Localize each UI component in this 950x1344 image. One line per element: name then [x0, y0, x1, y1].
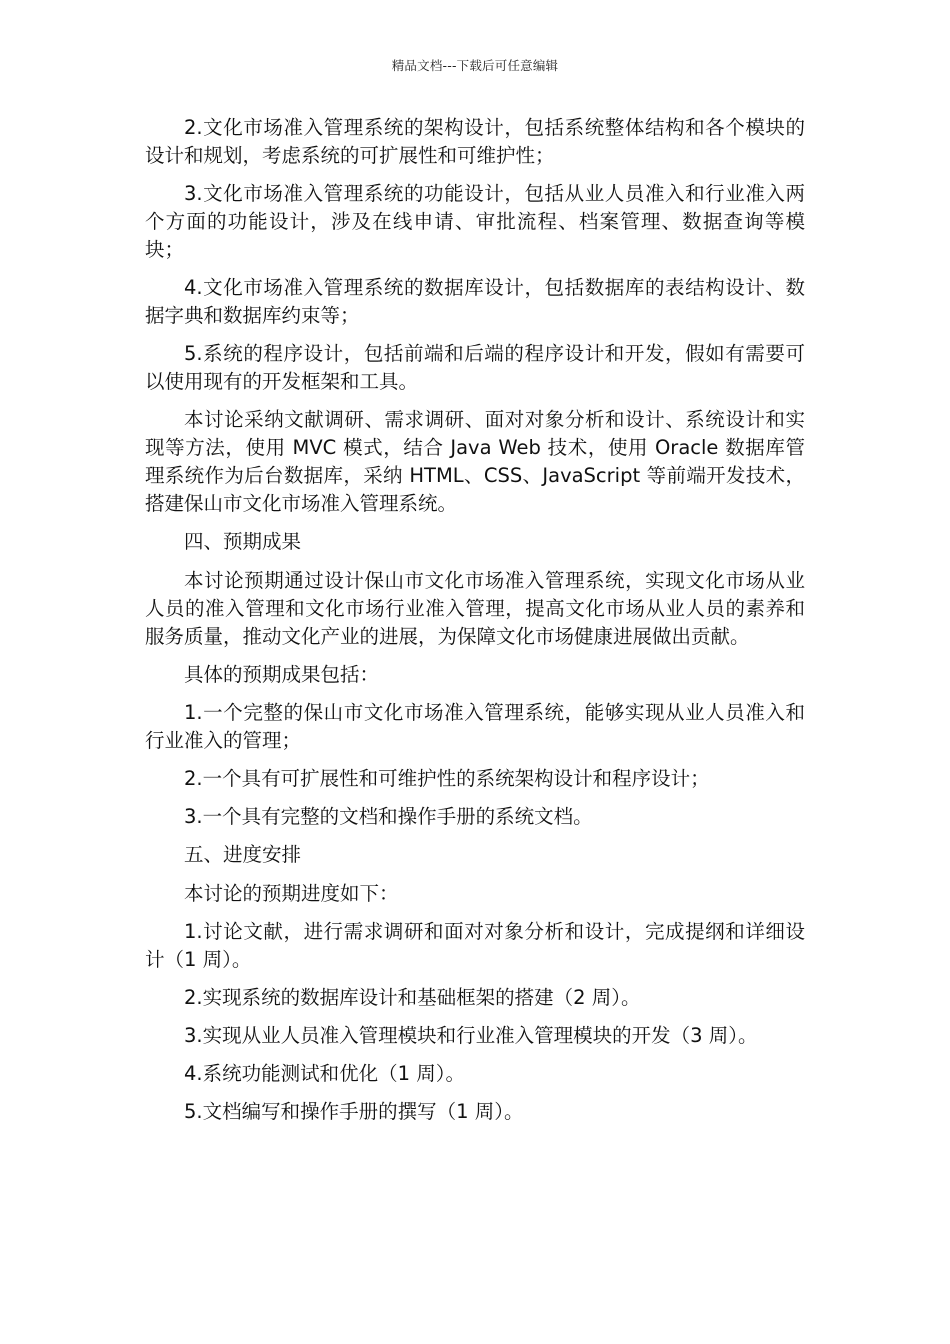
paragraph-schedule-intro: 本讨论的预期进度如下：: [184, 882, 399, 905]
paragraph-architecture-design: 2.文化市场准入管理系统的架构设计，包括系统整体结构和各个模块的设计和规划，考虑系统的可扩展性和可维护性；: [145, 116, 805, 167]
paragraph-program-design: 5.系统的程序设计，包括前端和后端的程序设计和开发，假如有需要可以使用现有的开发框架和工具。: [145, 342, 805, 393]
list-item-schedule-2: 2.实现系统的数据库设计和基础框架的搭建（2 周）。: [184, 986, 641, 1009]
list-item-result-3: 3.一个具有完整的文档和操作手册的系统文档。: [184, 805, 593, 828]
section-heading-expected-results: 四、预期成果: [184, 530, 302, 553]
paragraph-results-intro: 具体的预期成果包括：: [184, 663, 380, 686]
paragraph-function-design: 3.文化市场准入管理系统的功能设计，包括从业人员准入和行业准入两个方面的功能设计，涉及在线申请、审批流程、档案管理、数据查询等模块；: [145, 182, 805, 261]
list-item-schedule-5: 5.文档编写和操作手册的撰写（1 周）。: [184, 1100, 524, 1123]
document-body: [145, 114, 805, 1136]
paragraph-database-design: 4.文化市场准入管理系统的数据库设计，包括数据库的表结构设计、数据字典和数据库约束等；: [145, 276, 805, 327]
page-header: 精品文档---下载后可任意编辑: [391, 58, 559, 73]
list-item-schedule-4: 4.系统功能测试和优化（1 周）。: [184, 1062, 465, 1085]
list-item-result-2: 2.一个具有可扩展性和可维护性的系统架构设计和程序设计；: [184, 767, 710, 790]
paragraph-expected-results: 本讨论预期通过设计保山市文化市场准入管理系统，实现文化市场从业人员的准入管理和文化市场行业准入管理，提高文化市场从业人员的素养和服务质量，推动文化产业的进展，为保障文化市场健康进展做出贡献。: [145, 569, 805, 648]
paragraph-methods: 本讨论采纳文献调研、需求调研、面对对象分析和设计、系统设计和实现等方法，使用 MVC 模式，结合 Java Web 技术，使用 Oracle 数据库管理系统作为后台数据库，采纳 HTML、CSS、JavaScript 等前端开发技术，搭建保山市文化市场准入管理系统。: [145, 408, 805, 515]
section-heading-schedule: 五、进度安排: [184, 843, 302, 866]
list-item-result-1: 1.一个完整的保山市文化市场准入管理系统，能够实现从业人员准入和行业准入的管理；: [145, 701, 805, 752]
list-item-schedule-1: 1.讨论文献，进行需求调研和面对对象分析和设计，完成提纲和详细设计（1 周）。: [145, 920, 805, 971]
list-item-schedule-3: 3.实现从业人员准入管理模块和行业准入管理模块的开发（3 周）。: [184, 1024, 758, 1047]
